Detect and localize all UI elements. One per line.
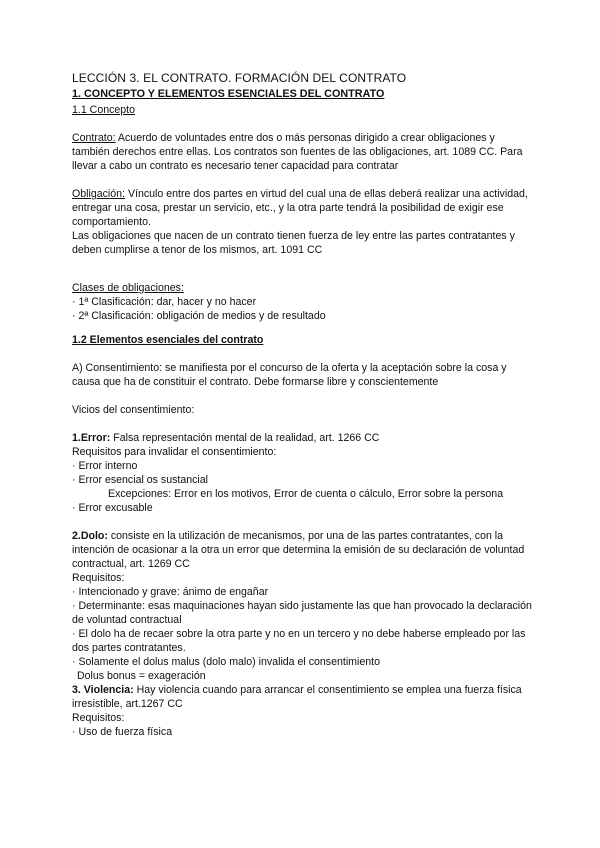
dolo-paragraph [72, 529, 532, 571]
obligacion-text: Vínculo entre dos partes en virtud del cual una de ellas deberá realizar una actividad, entregar una cosa, prestar un servicio, etc., y la otra parte tendrá la posibilidad de exigir ese comportamiento. [72, 188, 528, 228]
error-item-1: · Error interno [72, 460, 138, 472]
obligaciones-ley-paragraph: Las obligaciones que nacen de un contrato tienen fuerza de ley entre las partes contratantes y deben cumplirse a tenor de los mismos, art. 1091 CC [72, 230, 515, 256]
error-item-3: · Error excusable [72, 502, 153, 514]
subsection-1-2-heading: 1.2 Elementos esenciales del contrato [72, 334, 264, 346]
contrato-text: Acuerdo de voluntades entre dos o más personas dirigido a crear obligaciones y también derechos entre ellas. Los contratos son fuentes de las obligaciones, art. 1089 CC. Para llevar a cabo un contrato es necesario tener capacidad para contratar [72, 132, 523, 172]
contrato-label: Contrato: [72, 132, 116, 144]
dolo-label: 2.Dolo: [72, 530, 108, 542]
clases-heading: Clases de obligaciones: [72, 282, 184, 294]
error-item-2: · Error esencial os sustancial [72, 474, 209, 486]
section-1-heading: 1. CONCEPTO Y ELEMENTOS ESENCIALES DEL CONTRATO [72, 88, 385, 100]
dolus-bonus: Dolus bonus = exageración [77, 670, 206, 682]
contrato-paragraph [72, 131, 532, 173]
obligacion-label: Obligación: [72, 188, 125, 200]
clases-item-2: · 2ª Clasificación: obligación de medios y de resultado [72, 310, 326, 322]
dolo-item-2: · Determinante: esas maquinaciones hayan sido justamente las que han provocado la declaración de voluntad contractual [72, 600, 532, 626]
lesson-title: LECCIÓN 3. EL CONTRATO. FORMACIÓN DEL CONTRATO [72, 71, 407, 85]
dolo-item-3: · El dolo ha de recaer sobre la otra parte y no en un tercero y no debe haberse empleado por las dos partes contratantes. [72, 628, 526, 654]
error-paragraph [72, 431, 532, 445]
obligacion-paragraph [72, 187, 532, 229]
error-excepciones: Excepciones: Error en los motivos, Error de cuenta o cálculo, Error sobre la persona [108, 488, 504, 500]
violencia-requisitos: Requisitos: [72, 712, 125, 724]
dolo-item-1: · Intencionado y grave: ánimo de engañar [72, 586, 269, 598]
error-requisitos: Requisitos para invalidar el consentimiento: [72, 446, 277, 458]
error-label: 1.Error: [72, 432, 111, 444]
consentimiento-paragraph: A) Consentimiento: se manifiesta por el concurso de la oferta y la aceptación sobre la cosa y causa que ha de constituir el contrato. Debe formarse libre y conscientemente [72, 362, 507, 388]
violencia-label: 3. Violencia: [72, 684, 134, 696]
dolo-requisitos: Requisitos: [72, 572, 125, 584]
violencia-text: Hay violencia cuando para arrancar el consentimiento se emplea una fuerza física irresistible, art.1267 CC [72, 684, 522, 710]
violencia-paragraph [72, 683, 532, 711]
subsection-1-1-heading: 1.1 Concepto [72, 104, 136, 116]
error-text: Falsa representación mental de la realidad, art. 1266 CC [110, 432, 380, 444]
dolo-text: consiste en la utilización de mecanismos, por una de las partes contratantes, con la intención de ocasionar a la otra un error que determina la emisión de su declaración de voluntad contractual, art. 1269 CC [72, 530, 525, 570]
vicios-heading: Vicios del consentimiento: [72, 404, 195, 416]
dolo-item-4: · Solamente el dolus malus (dolo malo) invalida el consentimiento [72, 656, 380, 668]
document-body [72, 71, 532, 739]
clases-item-1: · 1ª Clasificación: dar, hacer y no hacer [72, 296, 257, 308]
violencia-item-1: · Uso de fuerza física [72, 726, 173, 738]
